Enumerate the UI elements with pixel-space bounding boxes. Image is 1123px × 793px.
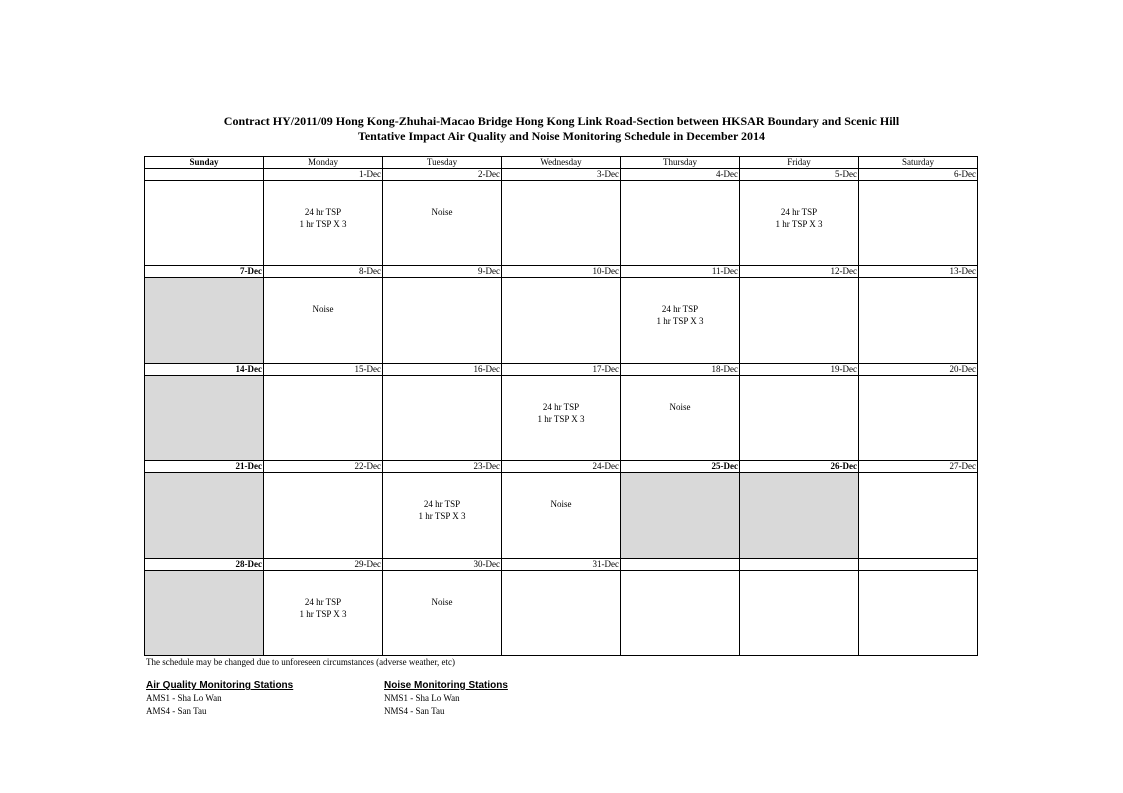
monitoring-events xyxy=(502,473,620,510)
date-label: 14-Dec xyxy=(145,363,264,375)
monitoring-events xyxy=(264,181,382,230)
day-cell xyxy=(264,278,383,363)
week-row xyxy=(145,278,978,363)
monitoring-events xyxy=(383,473,501,522)
monitoring-event: 24 hr TSP xyxy=(542,401,580,412)
week-row xyxy=(145,473,978,558)
noise-station-item: NMS1 - Sha Lo Wan xyxy=(384,693,460,703)
day-cell xyxy=(859,473,978,558)
date-label xyxy=(145,169,264,181)
date-label: 5-Dec xyxy=(740,169,859,181)
date-label: 17-Dec xyxy=(502,363,621,375)
date-label: 11-Dec xyxy=(621,266,740,278)
day-cell xyxy=(145,181,264,266)
day-cell xyxy=(621,181,740,266)
date-label: 18-Dec xyxy=(621,363,740,375)
monitoring-event: 1 hr TSP X 3 xyxy=(656,316,704,327)
monitoring-event: 1 hr TSP X 3 xyxy=(299,608,347,619)
day-cell xyxy=(621,473,740,558)
date-label: 12-Dec xyxy=(740,266,859,278)
date-label: 16-Dec xyxy=(383,363,502,375)
air-quality-heading: Air Quality Monitoring Stations xyxy=(146,680,294,691)
monitoring-events xyxy=(621,376,739,413)
date-label: 6-Dec xyxy=(859,169,978,181)
monitoring-events xyxy=(264,278,382,315)
monitoring-events xyxy=(383,181,501,218)
noise-heading: Noise Monitoring Stations xyxy=(384,680,508,691)
day-cell xyxy=(264,375,383,460)
monitoring-event: 24 hr TSP xyxy=(304,596,342,607)
monitoring-event: Noise xyxy=(431,207,453,218)
day-cell xyxy=(383,181,502,266)
day-cell xyxy=(383,570,502,655)
day-cell xyxy=(502,278,621,363)
date-row xyxy=(145,169,978,181)
date-label: 1-Dec xyxy=(264,169,383,181)
monitoring-events xyxy=(383,571,501,608)
monitoring-event: Noise xyxy=(431,596,453,607)
date-row xyxy=(145,363,978,375)
monitoring-event: Noise xyxy=(550,499,572,510)
monitoring-event: 1 hr TSP X 3 xyxy=(299,219,347,230)
day-cell xyxy=(859,570,978,655)
monitoring-events xyxy=(740,181,858,230)
date-label: 2-Dec xyxy=(383,169,502,181)
noise-station-item: NMS4 - San Tau xyxy=(384,706,445,716)
document-subtitle: Tentative Impact Air Quality and Noise Monitoring Schedule in December 2014 xyxy=(357,129,766,143)
monitoring-event: Noise xyxy=(669,401,691,412)
date-label xyxy=(859,558,978,570)
weekday-header-saturday: Saturday xyxy=(859,157,978,169)
monitoring-event: Noise xyxy=(312,304,334,315)
day-cell xyxy=(740,375,859,460)
weekday-header-monday: Monday xyxy=(264,157,383,169)
date-label: 13-Dec xyxy=(859,266,978,278)
date-label: 15-Dec xyxy=(264,363,383,375)
document-title: Contract HY/2011/09 Hong Kong-Zhuhai-Macao Bridge Hong Kong Link Road-Section between HKSAR Boundary and Scenic Hill xyxy=(223,114,900,128)
date-label: 21-Dec xyxy=(145,461,264,473)
date-label: 22-Dec xyxy=(264,461,383,473)
day-cell xyxy=(740,181,859,266)
date-label xyxy=(740,558,859,570)
day-cell xyxy=(383,375,502,460)
day-cell xyxy=(502,473,621,558)
weekday-header-sunday: Sunday xyxy=(145,157,264,169)
date-label: 29-Dec xyxy=(264,558,383,570)
day-cell xyxy=(502,375,621,460)
weekday-header-wednesday: Wednesday xyxy=(502,157,621,169)
weekday-header-thursday: Thursday xyxy=(621,157,740,169)
day-cell xyxy=(859,181,978,266)
date-label: 9-Dec xyxy=(383,266,502,278)
day-cell xyxy=(621,278,740,363)
monitoring-event: 24 hr TSP xyxy=(304,207,342,218)
air-station-item: AMS1 - Sha Lo Wan xyxy=(146,693,222,703)
day-cell xyxy=(621,570,740,655)
weekday-header-tuesday: Tuesday xyxy=(383,157,502,169)
weekday-header-friday: Friday xyxy=(740,157,859,169)
monitoring-event: 1 hr TSP X 3 xyxy=(418,511,466,522)
date-label: 8-Dec xyxy=(264,266,383,278)
air-quality-legend xyxy=(146,679,293,718)
date-label: 24-Dec xyxy=(502,461,621,473)
day-cell xyxy=(145,570,264,655)
week-row xyxy=(145,375,978,460)
weekday-header-row xyxy=(145,157,978,169)
noise-legend xyxy=(384,679,508,718)
date-label: 19-Dec xyxy=(740,363,859,375)
schedule-note: The schedule may be changed due to unforeseen circumstances (adverse weather, etc) xyxy=(146,657,455,667)
day-cell xyxy=(264,473,383,558)
day-cell xyxy=(145,473,264,558)
day-cell xyxy=(859,278,978,363)
date-row xyxy=(145,461,978,473)
day-cell xyxy=(383,473,502,558)
monitoring-events xyxy=(621,278,739,327)
date-label: 28-Dec xyxy=(145,558,264,570)
date-label: 7-Dec xyxy=(145,266,264,278)
day-cell xyxy=(740,278,859,363)
day-cell xyxy=(621,375,740,460)
day-cell xyxy=(859,375,978,460)
week-row xyxy=(145,181,978,266)
monitoring-events xyxy=(502,376,620,425)
day-cell xyxy=(264,181,383,266)
calendar-table xyxy=(144,156,978,656)
day-cell xyxy=(502,181,621,266)
date-label: 26-Dec xyxy=(740,461,859,473)
date-label: 4-Dec xyxy=(621,169,740,181)
date-label: 31-Dec xyxy=(502,558,621,570)
monitoring-event: 24 hr TSP xyxy=(423,499,461,510)
day-cell xyxy=(145,375,264,460)
date-label xyxy=(621,558,740,570)
date-label: 20-Dec xyxy=(859,363,978,375)
day-cell xyxy=(383,278,502,363)
date-row xyxy=(145,266,978,278)
day-cell xyxy=(145,278,264,363)
air-station-item: AMS4 - San Tau xyxy=(146,706,207,716)
date-row xyxy=(145,558,978,570)
date-label: 3-Dec xyxy=(502,169,621,181)
day-cell xyxy=(264,570,383,655)
monitoring-event: 24 hr TSP xyxy=(661,304,699,315)
date-label: 25-Dec xyxy=(621,461,740,473)
date-label: 23-Dec xyxy=(383,461,502,473)
day-cell xyxy=(740,570,859,655)
monitoring-event: 1 hr TSP X 3 xyxy=(775,219,823,230)
monitoring-event: 1 hr TSP X 3 xyxy=(537,413,585,424)
monitoring-events xyxy=(264,571,382,620)
date-label: 27-Dec xyxy=(859,461,978,473)
monitoring-event: 24 hr TSP xyxy=(780,207,818,218)
day-cell xyxy=(502,570,621,655)
date-label: 10-Dec xyxy=(502,266,621,278)
week-row xyxy=(145,570,978,655)
date-label: 30-Dec xyxy=(383,558,502,570)
day-cell xyxy=(740,473,859,558)
